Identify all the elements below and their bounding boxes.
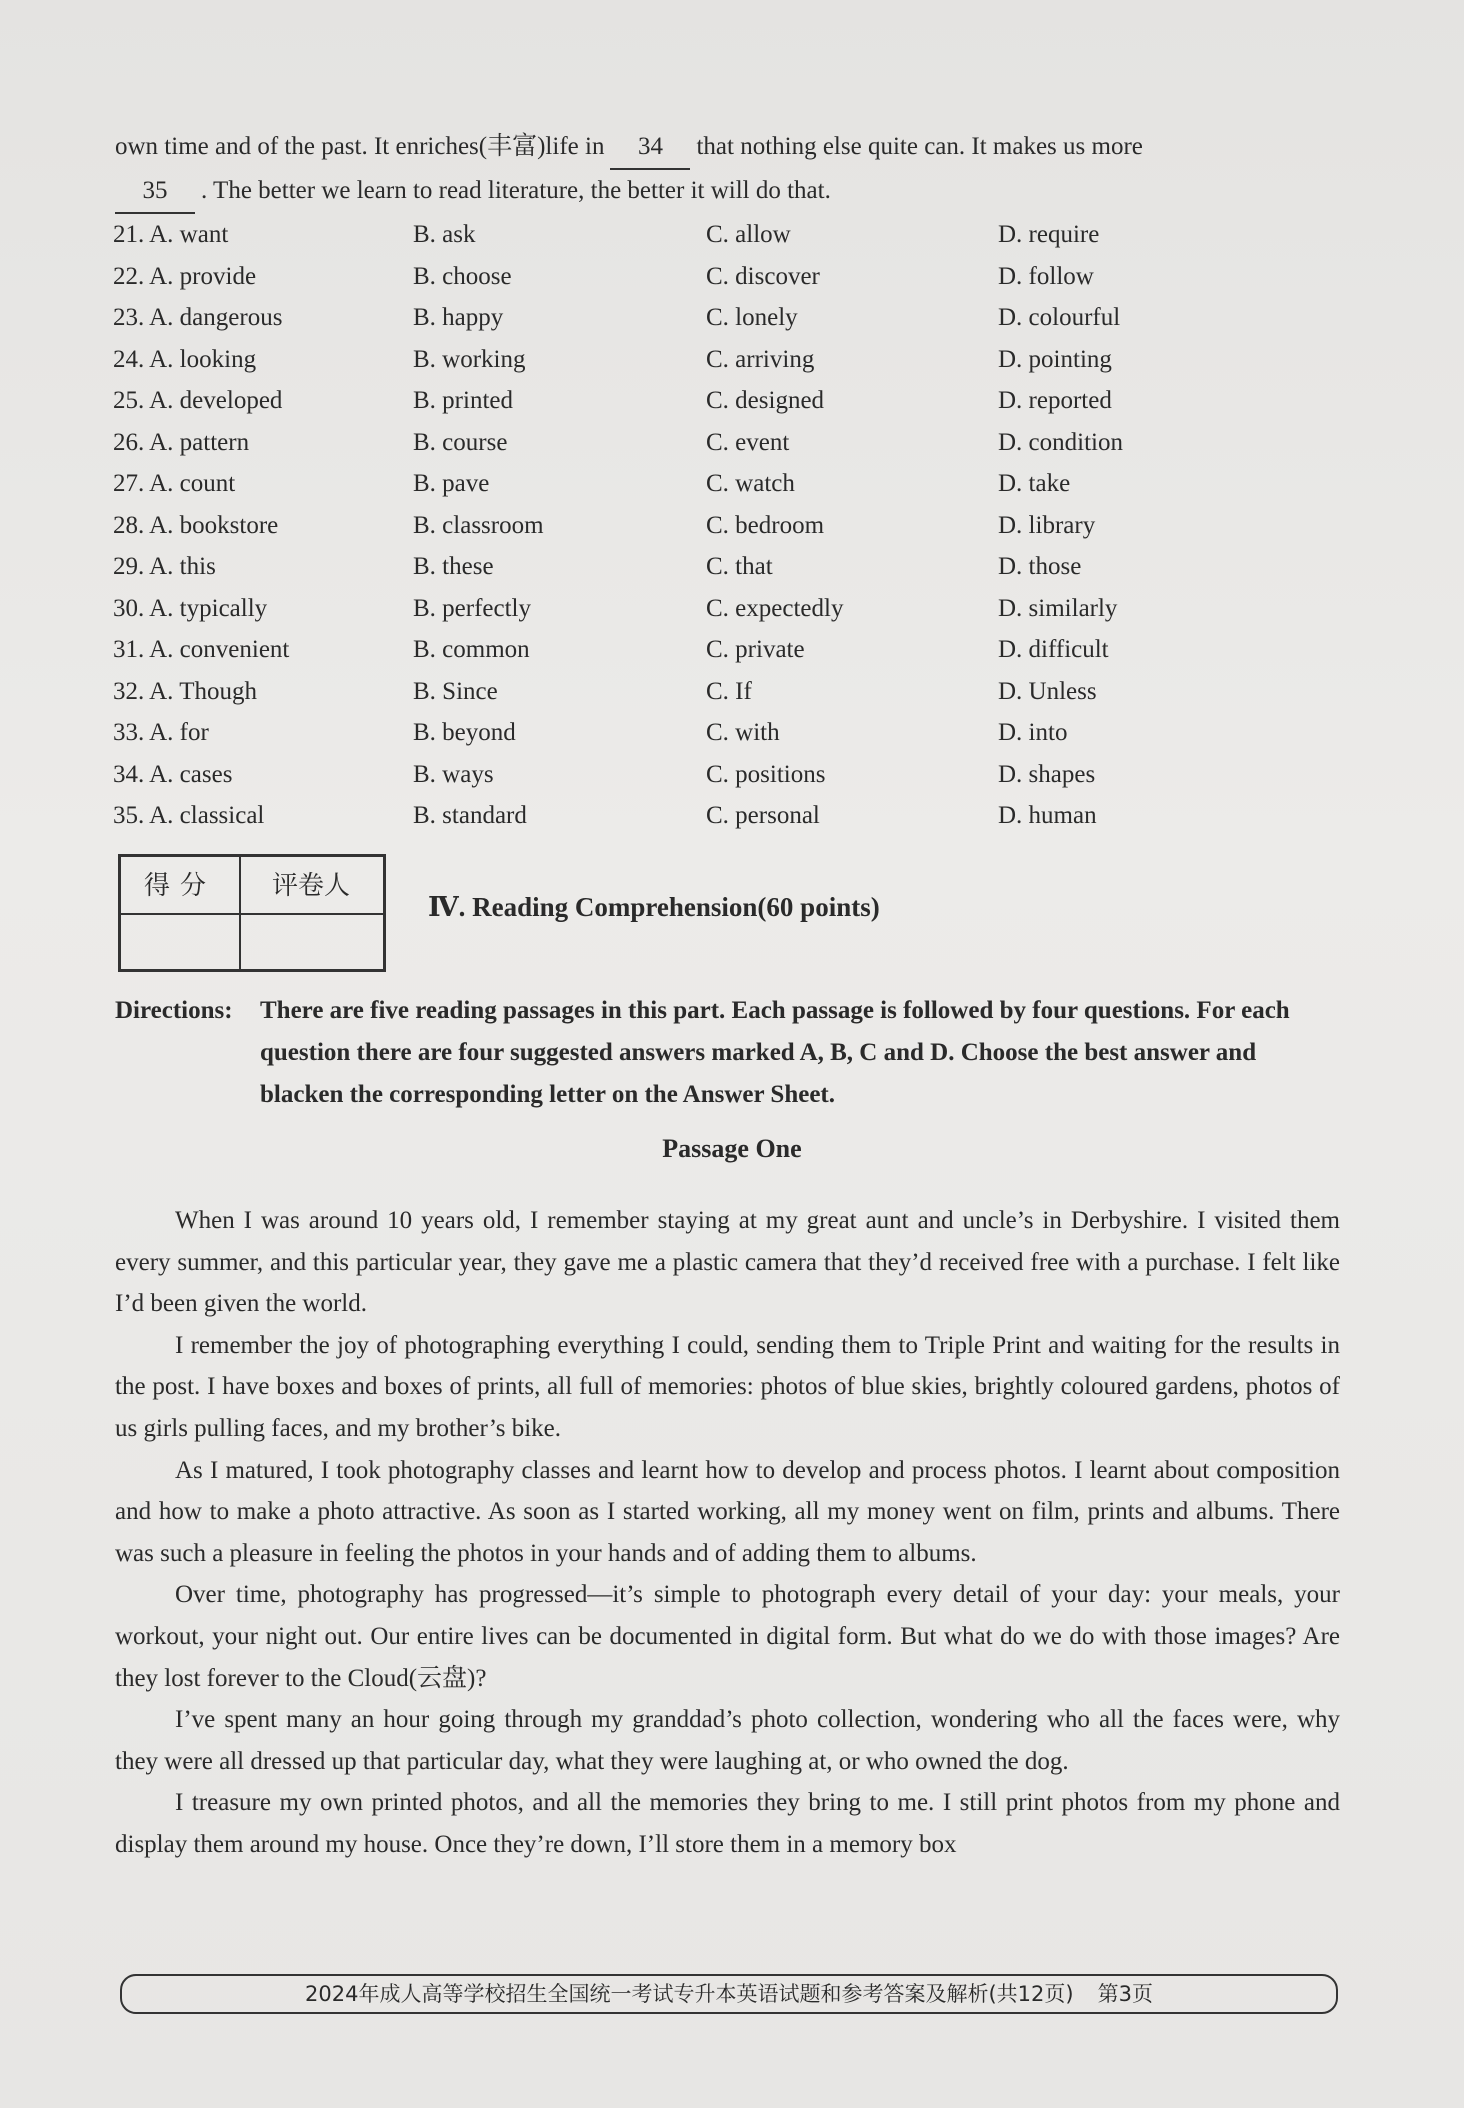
option-c: C. discover [706, 262, 820, 290]
option-b: B. perfectly [413, 594, 532, 622]
option-d: D. similarly [998, 594, 1118, 622]
option-d: D. Unless [998, 677, 1097, 705]
option-c: C. watch [706, 470, 795, 497]
option-c: C. positions [706, 760, 826, 788]
option-d: D. follow [998, 262, 1094, 290]
blank-34: 34 [610, 126, 690, 170]
option-a: 26. A. pattern [113, 428, 250, 456]
option-a: 29. A. this [113, 553, 216, 580]
option-b: B. standard [413, 802, 527, 829]
directions [115, 990, 1345, 1116]
option-b: B. working [413, 345, 526, 373]
passage-paragraph: Over time, photography has progressed—it’s simple to photograph every detail of your day: your meals, your workout, your night out. Our entire lives can be documented in digital form. But what do we do with those images? Are they lost forever to the Cloud(云盘)? [115, 1581, 1340, 1692]
grader-label: 评卷人 [271, 871, 350, 901]
option-b: B. beyond [413, 719, 516, 746]
option-d: D. require [998, 221, 1100, 248]
option-b: B. these [413, 553, 494, 580]
passage-paragraph: When I was around 10 years old, I remember staying at my great aunt and uncle’s in Derbyshire. I visited them every summer, and this particular year, they gave me a plastic camera that they’d received free with a purchase. I felt like I’d been given the world. [115, 1207, 1340, 1318]
option-c: C. event [706, 428, 790, 456]
passage-paragraph: As I matured, I took photography classes and learnt how to develop and process photos. I learnt about composition and how to make a photo attractive. As soon as I started working, all my money went on film, prints and albums. There was such a pleasure in feeling the photos in your hands and of adding them to albums. [115, 1456, 1340, 1567]
option-a: 22. A. provide [113, 262, 257, 290]
option-b: B. classroom [413, 511, 544, 539]
option-a: 27. A. count [113, 470, 236, 497]
option-c: C. If [706, 677, 752, 705]
option-b: B. course [413, 428, 508, 456]
option-a: 23. A. dangerous [113, 304, 283, 331]
option-c: C. with [706, 719, 780, 746]
option-c: C. expectedly [706, 594, 844, 622]
option-c: C. bedroom [706, 511, 825, 539]
option-d: D. take [998, 470, 1071, 497]
passage-title: Passage One [662, 1134, 802, 1163]
option-d: D. colourful [998, 304, 1121, 331]
score-label: 得分 [143, 871, 216, 901]
cloze-passage-tail [115, 126, 1345, 214]
section-title: Ⅳ. Reading Comprehension(60 points) [428, 892, 880, 922]
option-d: D. pointing [998, 345, 1112, 373]
page-footer [120, 1974, 1338, 2014]
option-c: C. arriving [706, 345, 815, 373]
option-a: 30. A. typically [113, 594, 268, 622]
cloze-text: that nothing else quite can. It makes us more [696, 133, 1143, 160]
option-b: B. Since [413, 677, 498, 705]
option-d: D. difficult [998, 636, 1109, 663]
option-a: 34. A. cases [113, 760, 233, 788]
option-d: D. shapes [998, 760, 1096, 788]
option-c: C. personal [706, 802, 820, 829]
option-b: B. printed [413, 387, 513, 414]
option-d: D. library [998, 511, 1096, 539]
option-c: C. lonely [706, 304, 798, 331]
option-a: 21. A. want [113, 221, 229, 248]
option-a: 31. A. convenient [113, 636, 290, 663]
passage-paragraph: I remember the joy of photographing everything I could, sending them to Triple Print and waiting for the results in the post. I have boxes and boxes of prints, all full of memories: photos of blue skies, brightly coloured gardens, photos of us girls pulling faces, and my brother’s bike. [115, 1331, 1340, 1442]
option-b: B. common [413, 636, 530, 663]
directions-text: There are five reading passages in this part. Each passage is followed by four questions. For each question there are four suggested answers marked A, B, C and D. Choose the best answer and blacken the corresponding letter on the Answer Sheet. [260, 997, 1290, 1108]
passage-paragraph: I treasure my own printed photos, and all the memories they bring to me. I still print photos from my phone and display them around my house. Once they’re down, I’ll store them in a memory box [115, 1789, 1340, 1858]
option-a: 25. A. developed [113, 387, 283, 414]
option-b: B. choose [413, 262, 512, 290]
option-b: B. ways [413, 760, 494, 788]
footer-text: 2024年成人高等学校招生全国统一考试专升本英语试题和参考答案及解析(共12页) [305, 1982, 1074, 2006]
option-b: B. ask [413, 221, 476, 248]
option-b: B. happy [413, 304, 504, 331]
cloze-text: own time and of the past. It enriches(丰富)life in [115, 133, 605, 160]
directions-lead: Directions: [115, 997, 233, 1024]
option-d: D. reported [998, 387, 1112, 414]
option-a: 24. A. looking [113, 345, 257, 373]
score-box [118, 854, 386, 972]
option-c: C. allow [706, 221, 791, 248]
option-c: C. that [706, 553, 773, 580]
cloze-line-1 [115, 126, 1345, 170]
cloze-text: . The better we learn to read literature, the better it will do that. [201, 177, 831, 204]
option-d: D. those [998, 553, 1082, 580]
option-c: C. designed [706, 387, 825, 414]
option-d: D. into [998, 719, 1068, 746]
blank-35: 35 [115, 170, 195, 214]
option-a: 32. A. Though [113, 677, 257, 705]
page-number: 第3页 [1097, 1982, 1153, 2006]
passage-body [115, 1200, 1340, 1866]
option-c: C. private [706, 636, 805, 663]
option-a: 33. A. for [113, 719, 209, 746]
option-a: 35. A. classical [113, 802, 265, 829]
cloze-line-2 [115, 170, 1345, 214]
option-d: D. human [998, 802, 1097, 829]
passage-paragraph: I’ve spent many an hour going through my granddad’s photo collection, wondering who all the faces were, why they were all dressed up that particular day, what they were laughing at, or who owned the dog. [115, 1706, 1340, 1775]
option-b: B. pave [413, 470, 490, 497]
option-d: D. condition [998, 428, 1123, 456]
option-a: 28. A. bookstore [113, 511, 279, 539]
